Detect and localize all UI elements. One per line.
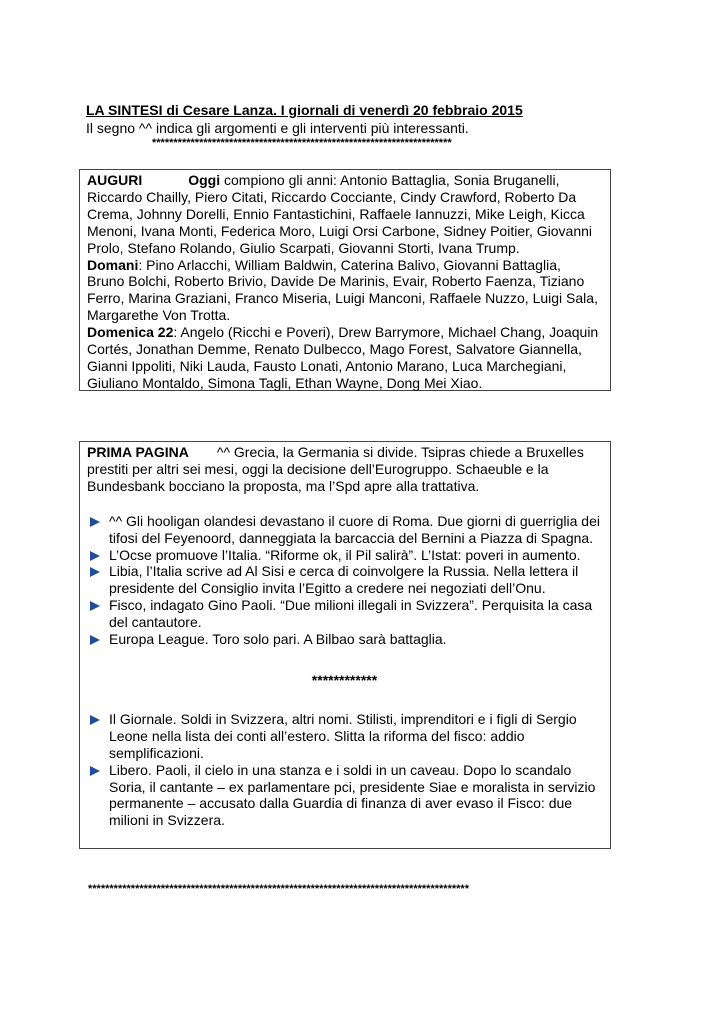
prima-pagina-label: PRIMA PAGINA [87,444,189,460]
list-item: Libero. Paoli, il cielo in una stanza e i soldi in un caveau. Dopo lo scandalo Soria, il cantante – ex parlamentare pci, presidente Siae e moralista in servizio permanente – accusato dalla Guardia di finanza di aver evaso il Fisco: due milioni in Svizzera. [87,762,602,830]
triangle-bullet-icon [90,551,100,561]
triangle-bullet-icon [90,715,100,725]
giornali-list [87,711,602,829]
footer-separator: ***************************************************************************************** [88,883,469,895]
triangle-bullet-icon [90,635,100,645]
prima-pagina-box [79,441,611,849]
list-item: Europa League. Toro solo pari. A Bilbao sarà battaglia. [87,631,602,648]
auguri-oggi-paragraph [87,172,602,257]
news-list [87,513,602,648]
prima-pagina-intro [87,444,602,495]
prima-pagina-intro-text: ^^ Grecia, la Germania si divide. Tsipras chiede a Bruxelles prestiti per altri sei mesi, oggi la decisione dell’Eurogruppo. Schaeuble e la Bundesbank bocciano la proposta, ma l’Spd apre alla trattativa. [87,444,584,494]
triangle-bullet-icon [90,766,100,776]
domani-label: Domani [87,256,139,273]
page-title: LA SINTESI di Cesare Lanza. I giornali di venerdì 20 febbraio 2015 [86,102,523,118]
auguri-domenica-paragraph [87,324,602,392]
domenica-text: : Angelo (Ricchi e Poveri), Drew Barrymore, Michael Chang, Joaquin Cortés, Jonathan Demme, Renato Dulbecco, Mago Forest, Salvatore Giannella, Gianni Ippoliti, Niki Lauda, Fausto Lonati, Antonio Marano, Luca Marchegiani, Giuliano Montaldo, Simona Tagli, Ethan Wayne, Dong Mei Xiao. [87,324,599,391]
list-item: Fisco, indagato Gino Paoli. “Due milioni illegali in Svizzera”. Perquisita la casa del cantautore. [87,597,602,631]
list-item: Il Giornale. Soldi in Svizzera, altri nomi. Stilisti, imprenditori e i figli di Sergio Leone nella lista dei conti all’estero. Slitta la riforma del fisco: addio semplificazioni. [87,711,602,762]
domenica-label: Domenica 22 [87,324,174,341]
auguri-label: AUGURI [87,172,143,188]
oggi-text: compiono gli anni: Antonio Battaglia, Sonia Bruganelli, Riccardo Chailly, Piero Citati, Riccardo Cocciante, Cindy Crawford, Roberto Da Crema, Johnny Dorelli, Ennio Fantastichini, Raffaele Iannuzzi, Mike Leigh, Kicca Menoni, Ivana Monti, Federica Moro, Luigi Orsi Carbone, Sidney Poitier, Giovanni Prolo, Stefano Rolando, Giulio Scarpati, Giovanni Storti, Ivana Trump. [87,172,593,256]
triangle-bullet-icon [90,601,100,611]
list-item: L’Ocse promuove l’Italia. “Riforme ok, il Pil salirà”. L’Istat: poveri in aumento. [87,547,602,564]
header-separator: ********************************************************************** [152,137,452,149]
triangle-bullet-icon [90,567,100,577]
page-subtitle: Il segno ^^ indica gli argomenti e gli interventi più interessanti. [86,120,469,136]
list-item: Libia, l’Italia scrive ad Al Sisi e cerca di coinvolgere la Russia. Nella lettera il presidente del Consiglio invita l’Egitto a credere nei negoziati dell’Onu. [87,563,602,597]
section-divider: ************ [311,671,378,688]
auguri-box [79,169,611,391]
auguri-domani-paragraph [87,257,602,325]
list-item: ^^ Gli hooligan olandesi devastano il cuore di Roma. Due giorni di guerriglia dei tifosi del Feyenoord, danneggiata la barcaccia del Bernini a Piazza di Spagna. [87,513,602,547]
domani-text: : Pino Arlacchi, William Baldwin, Caterina Balivo, Giovanni Battaglia, Bruno Bolchi, Roberto Brivio, Davide De Marinis, Evair, Roberto Faenza, Tiziano Ferro, Marina Graziani, Franco Miseria, Luigi Manconi, Raffaele Nuzzo, Luigi Sala, Margarethe Von Trotta. [87,256,598,324]
oggi-label: Oggi [188,172,221,188]
triangle-bullet-icon [90,517,100,527]
